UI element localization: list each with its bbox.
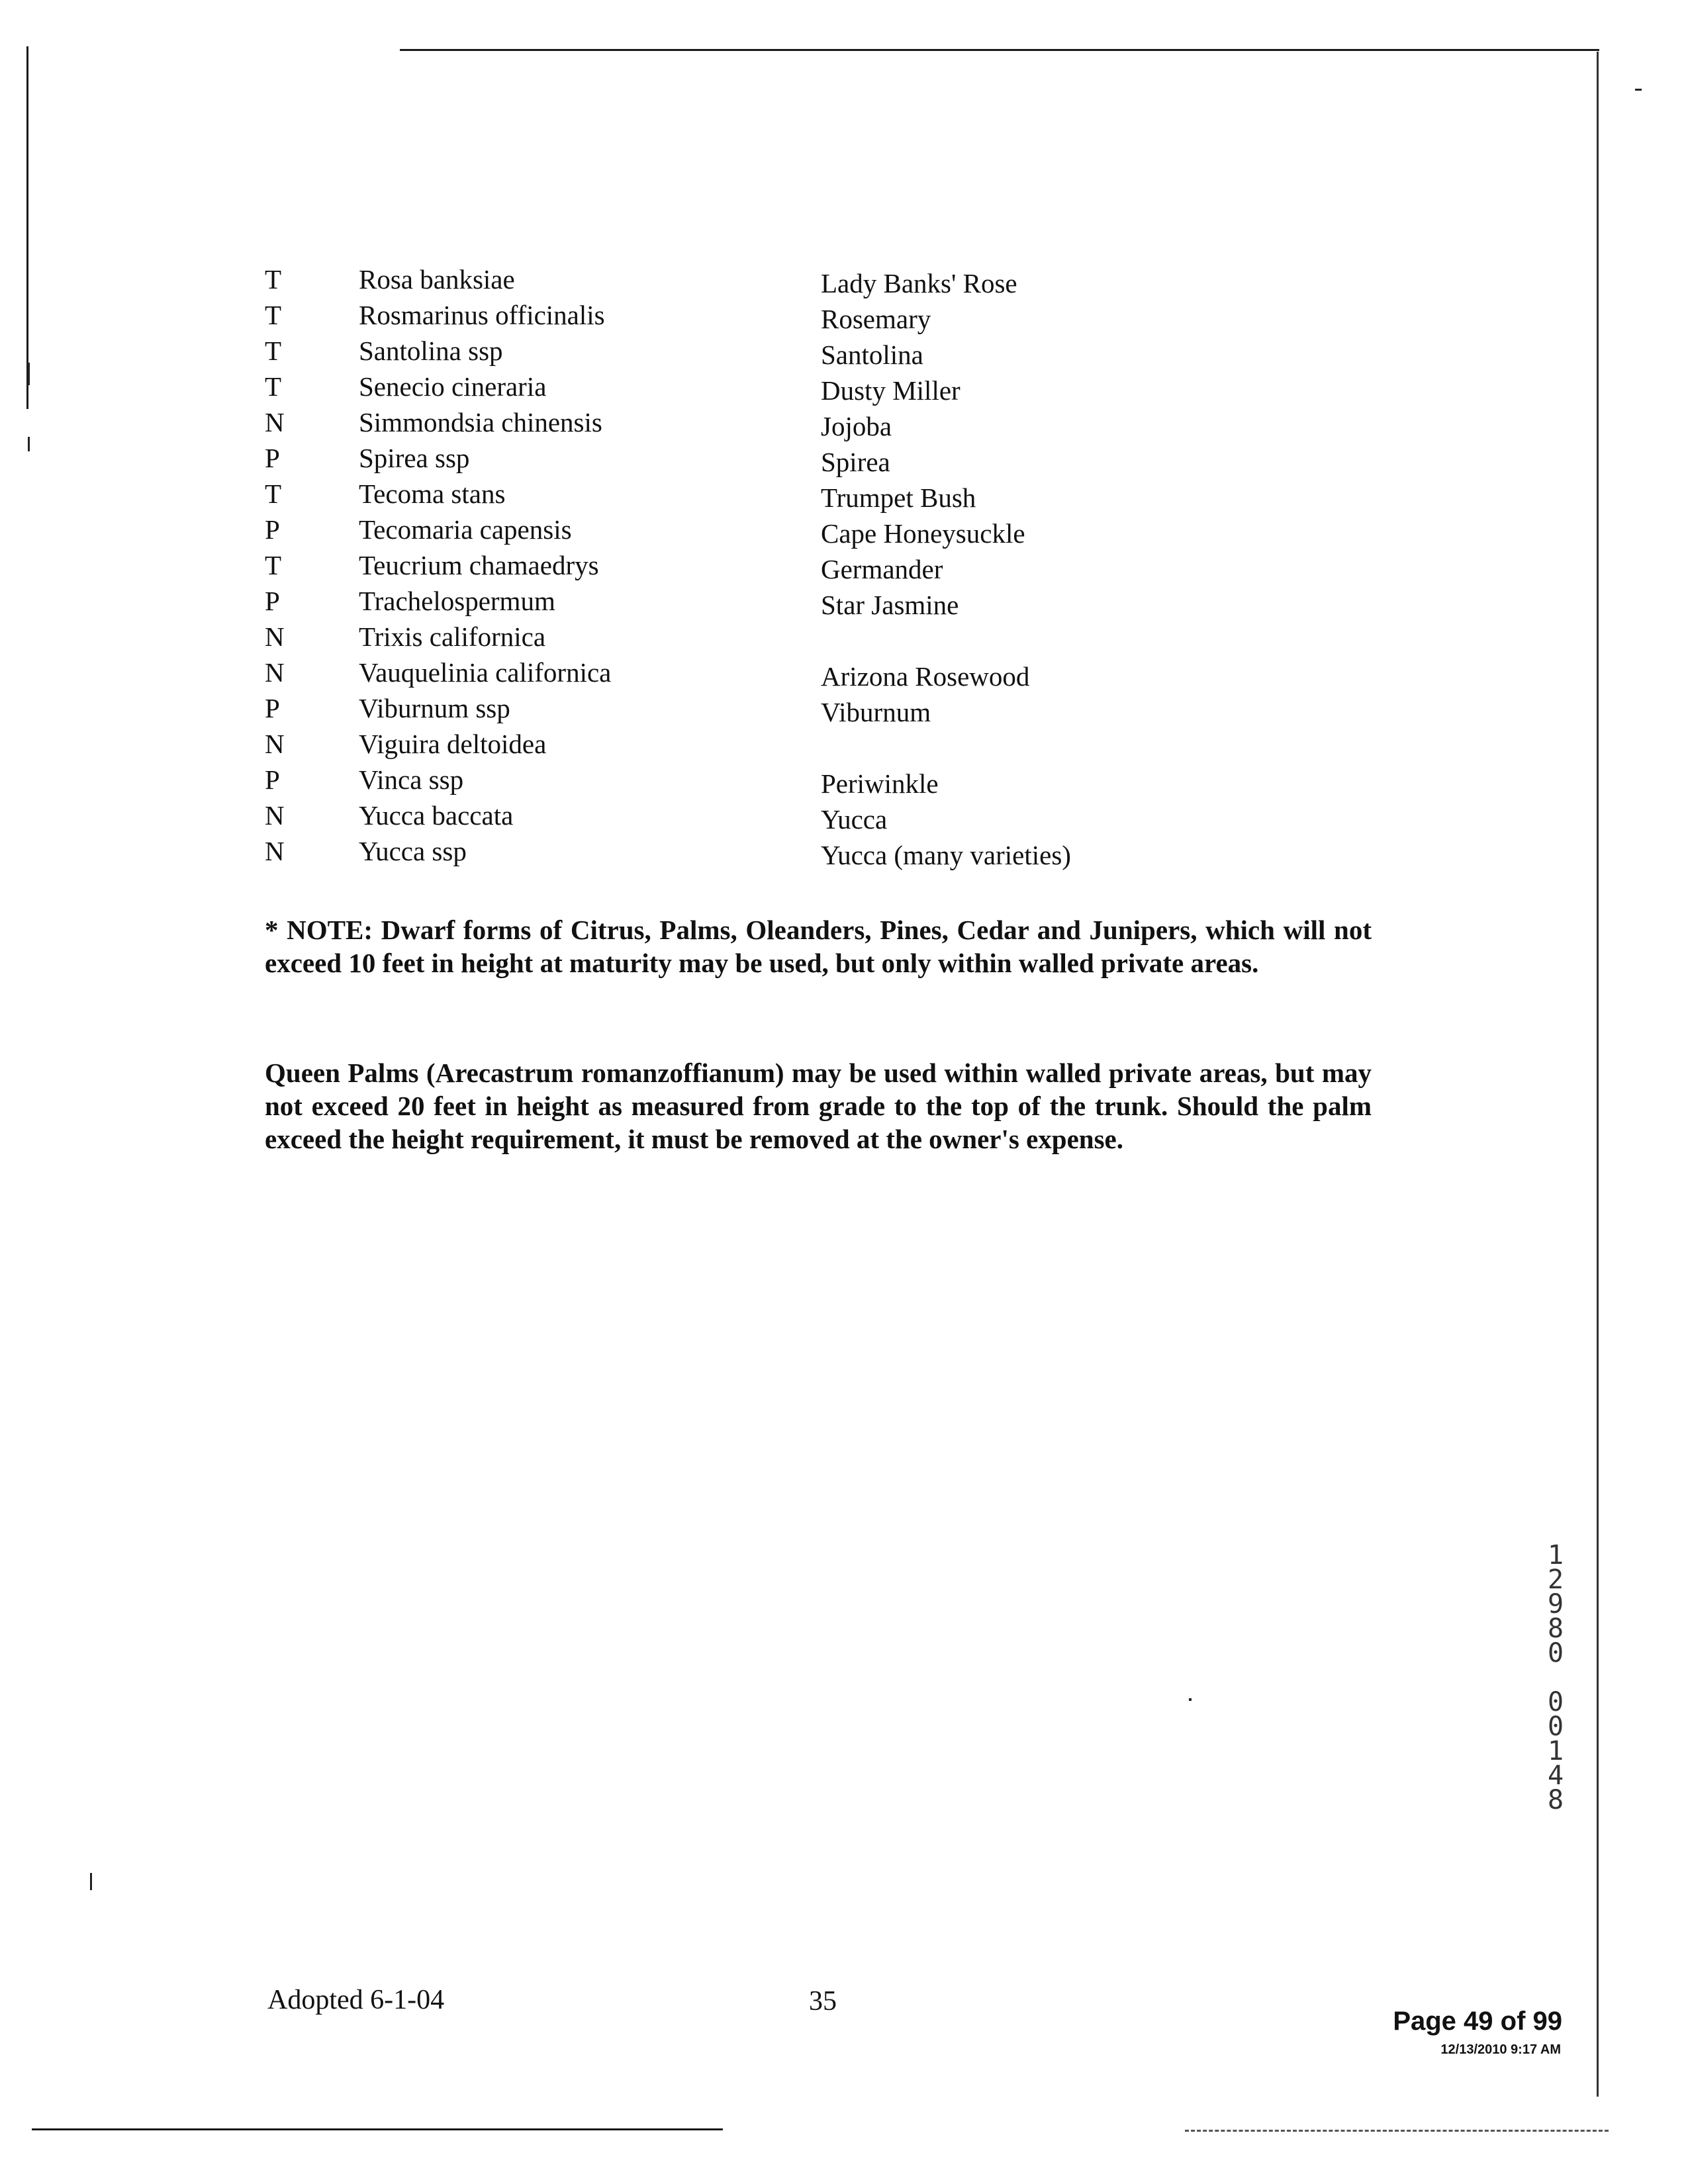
document-number-digit: 0 [1547, 1687, 1564, 1717]
scan-speck [28, 437, 30, 451]
document-number-digit: 8 [1547, 1785, 1564, 1815]
plant-row [265, 478, 1165, 514]
plant-row [265, 335, 1165, 371]
plant-code: N [265, 657, 285, 688]
page-number: 35 [809, 1986, 837, 2017]
plant-code: P [265, 514, 280, 545]
plant-code: P [265, 693, 280, 723]
common-name: Rosemary [821, 304, 931, 334]
plant-list [265, 263, 1165, 871]
common-name: Spirea [821, 447, 890, 477]
plant-code: T [265, 371, 282, 402]
plant-code: N [265, 800, 285, 831]
plant-code: T [265, 478, 282, 509]
plant-row [265, 263, 1165, 299]
botanical-name: Tecoma stans [359, 478, 506, 509]
common-name: Arizona Rosewood [821, 661, 1030, 692]
document-number [1542, 1540, 1569, 1815]
plant-row [265, 621, 1165, 657]
common-name: Santolina [821, 340, 923, 370]
bottom-dotted-rule [1185, 2130, 1609, 2132]
document-number-digit: 4 [1547, 1760, 1564, 1791]
common-name: Trumpet Bush [821, 482, 976, 513]
botanical-name: Trachelospermum [359, 586, 555, 616]
common-name: Jojoba [821, 411, 892, 441]
plant-row [265, 549, 1165, 585]
common-name: Lady Banks' Rose [821, 268, 1017, 298]
botanical-name: Rosmarinus officinalis [359, 300, 605, 330]
botanical-name: Trixis californica [359, 621, 546, 652]
common-name: Yucca (many varieties) [821, 840, 1071, 870]
botanical-name: Viburnum ssp [359, 693, 510, 723]
plant-code: N [265, 729, 285, 759]
plant-row [265, 514, 1165, 549]
plant-row [265, 692, 1165, 728]
plant-code: N [265, 407, 285, 437]
adopted-date: Adopted 6-1-04 [267, 1985, 445, 2015]
botanical-name: Santolina ssp [359, 336, 503, 366]
plant-code: N [265, 621, 285, 652]
plant-code: T [265, 550, 282, 580]
plant-row [265, 657, 1165, 692]
document-number-digit: 0 [1547, 1638, 1564, 1668]
plant-code: T [265, 336, 282, 366]
botanical-name: Tecomaria capensis [359, 514, 572, 545]
plant-code: T [265, 300, 282, 330]
queen-palms-note: Queen Palms (Arecastrum romanzoffianum) may be used within walled private areas, but may not exceed 20 feet in height as measured from grade to the top of the trunk. Should the palm exceed the height requirement, it must be removed at the owner's expense. [265, 1058, 1372, 1154]
stamp-datetime: 12/13/2010 9:17 AM [1440, 2042, 1561, 2057]
plant-row [265, 585, 1165, 621]
scan-speck [1189, 1698, 1192, 1701]
left-margin-rule [26, 46, 28, 409]
bottom-rule [32, 2128, 723, 2130]
plant-code: P [265, 586, 280, 616]
plant-row [265, 764, 1165, 799]
common-name: Cape Honeysuckle [821, 518, 1025, 549]
page-count-stamp: Page 49 of 99 [1393, 2007, 1562, 2036]
common-name: Periwinkle [821, 768, 939, 799]
common-name: Viburnum [821, 697, 931, 727]
botanical-name: Simmondsia chinensis [359, 407, 602, 437]
scan-speck [90, 1873, 92, 1890]
document-number-digit: 1 [1547, 1540, 1564, 1570]
plant-row [265, 299, 1165, 335]
common-name: Germander [821, 554, 943, 584]
plant-row [265, 728, 1165, 764]
botanical-name: Senecio cineraria [359, 371, 547, 402]
plant-row [265, 799, 1165, 835]
botanical-name: Viguira deltoidea [359, 729, 547, 759]
botanical-name: Vinca ssp [359, 764, 464, 795]
top-rule [400, 49, 1599, 51]
plant-code: T [265, 264, 282, 295]
scan-speck [1635, 89, 1642, 91]
right-margin-rule [1597, 52, 1599, 2097]
plant-row [265, 442, 1165, 478]
plant-code: P [265, 764, 280, 795]
scan-speck [28, 363, 30, 385]
common-name: Yucca [821, 804, 888, 835]
plant-code: N [265, 836, 285, 866]
botanical-name: Vauquelinia californica [359, 657, 612, 688]
document-number-digit: 9 [1547, 1589, 1564, 1619]
botanical-name: Rosa banksiae [359, 264, 515, 295]
botanical-name: Yucca ssp [359, 836, 467, 866]
document-number-digit: 0 [1547, 1711, 1564, 1742]
document-number-digit: 1 [1547, 1736, 1564, 1766]
botanical-name: Teucrium chamaedrys [359, 550, 599, 580]
plant-row [265, 406, 1165, 442]
common-name: Dusty Miller [821, 375, 961, 406]
botanical-name: Yucca baccata [359, 800, 514, 831]
common-name: Star Jasmine [821, 590, 959, 620]
dwarf-forms-note: * NOTE: Dwarf forms of Citrus, Palms, Oleanders, Pines, Cedar and Junipers, which will not exceed 10 feet in height at maturity may be used, but only within walled private areas. [265, 915, 1372, 978]
document-number-digit: 8 [1547, 1614, 1564, 1644]
document-number-digit: 2 [1547, 1565, 1564, 1595]
plant-row [265, 371, 1165, 406]
botanical-name: Spirea ssp [359, 443, 470, 473]
plant-row [265, 835, 1165, 871]
plant-code: P [265, 443, 280, 473]
